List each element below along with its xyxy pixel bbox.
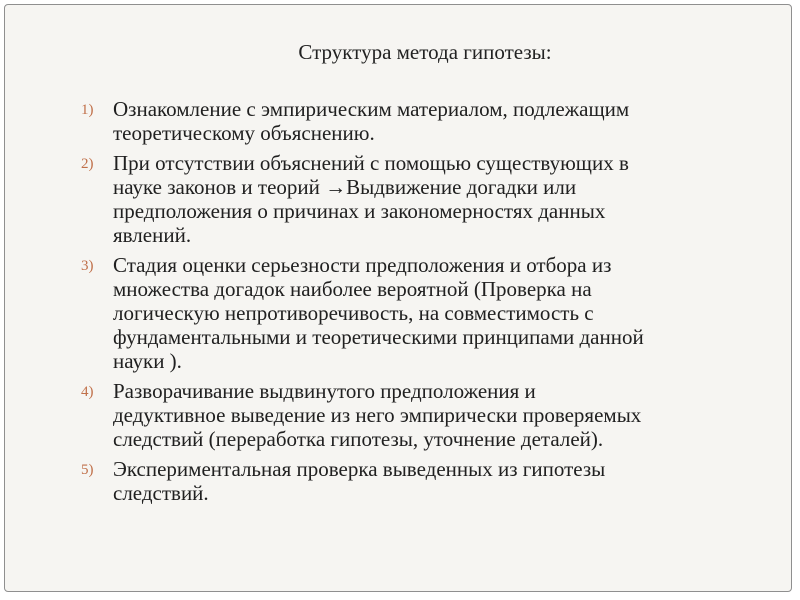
list-item-text: При отсутствии объяснений с помощью существующих в науке законов и теорий →Выдвижение догадки или предположения о причинах и закономерностях данных явлений. bbox=[113, 151, 629, 247]
list-item-number: 2) bbox=[81, 156, 94, 172]
list-item-text: Разворачивание выдвинутого предположения и дедуктивное выведение из него эмпирически проверяемых следствий (переработка гипотезы, уточнение деталей). bbox=[113, 379, 642, 451]
slide-title: Структура метода гипотезы: bbox=[298, 40, 552, 64]
list-item bbox=[81, 151, 731, 247]
hypothesis-steps-list bbox=[81, 97, 731, 511]
slide bbox=[4, 4, 792, 592]
list-item-text: Стадия оценки серьезности предположения и отбора из множества догадок наиболее вероятной (Проверка на логическую непротиворечивость, на совместимость с фундаментальными и теоретическими принципами данной науки ). bbox=[113, 253, 644, 373]
list-item-number: 3) bbox=[81, 258, 94, 274]
list-item bbox=[81, 97, 731, 145]
list-item-text: Ознакомление с эмпирическим материалом, подлежащим теоретическому объяснению. bbox=[113, 97, 630, 145]
list-item-text: Экспериментальная проверка выведенных из гипотезы следствий. bbox=[113, 457, 606, 505]
list-item bbox=[81, 457, 731, 505]
list-item-number: 4) bbox=[81, 384, 94, 400]
list-item-number: 5) bbox=[81, 462, 94, 478]
list-item bbox=[81, 379, 731, 451]
list-item-number: 1) bbox=[81, 102, 94, 118]
list-item bbox=[81, 253, 731, 373]
